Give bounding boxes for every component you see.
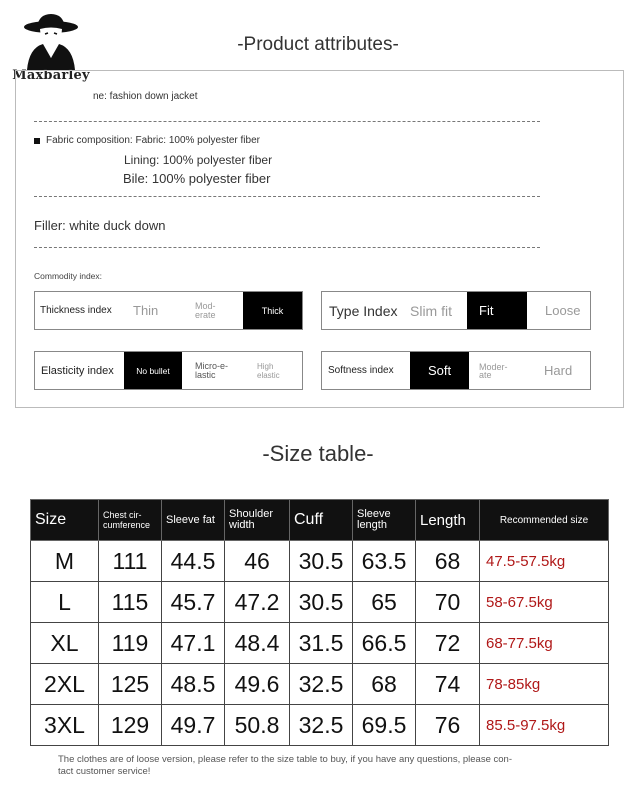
divider: [34, 247, 540, 248]
recommended-size-cell: 47.5-57.5kg: [480, 541, 609, 582]
value-cell: 32.5: [290, 664, 353, 705]
elasticity-index-label: Elasticity index: [41, 364, 114, 377]
option-high-elastic: High elastic: [257, 361, 280, 380]
brand-name: Maxbarley: [12, 68, 90, 83]
size-cell: 3XL: [31, 705, 99, 746]
table-row: [31, 705, 609, 746]
value-cell: 49.7: [162, 705, 225, 746]
size-cell: 2XL: [31, 664, 99, 705]
size-cell: XL: [31, 623, 99, 664]
value-cell: 31.5: [290, 623, 353, 664]
fabric-composition-line: Fabric composition: Fabric: 100% polyester fiber: [46, 135, 260, 146]
column-header: Length: [416, 500, 480, 541]
product-name-line: ne: fashion down jacket: [93, 91, 198, 102]
value-cell: 66.5: [353, 623, 416, 664]
elasticity-index-box: [34, 351, 303, 390]
value-cell: 68: [416, 541, 480, 582]
option-thick-selected: Thick: [243, 292, 302, 329]
value-cell: 46: [225, 541, 290, 582]
value-cell: 69.5: [353, 705, 416, 746]
value-cell: 47.1: [162, 623, 225, 664]
product-attributes-heading: -Product attributes-: [237, 34, 399, 55]
value-cell: 74: [416, 664, 480, 705]
column-header: Size: [31, 500, 99, 541]
softness-index-label: Softness index: [328, 365, 394, 376]
option-thin: Thin: [133, 303, 159, 318]
value-cell: 63.5: [353, 541, 416, 582]
value-cell: 30.5: [290, 541, 353, 582]
value-cell: 47.2: [225, 582, 290, 623]
commodity-index-label: Commodity index:: [34, 271, 103, 281]
recommended-size-cell: 58-67.5kg: [480, 582, 609, 623]
size-cell: L: [31, 582, 99, 623]
type-index-box: [321, 291, 591, 330]
option-micro-elastic: Micro-e- lastic: [195, 360, 228, 380]
table-header-row: [31, 500, 609, 541]
bile-line: Bile: 100% polyester fiber: [123, 171, 271, 186]
value-cell: 111: [99, 541, 162, 582]
bullet-icon: [34, 138, 40, 144]
divider: [34, 121, 540, 122]
column-header: Shoulder width: [225, 500, 290, 541]
size-cell: M: [31, 541, 99, 582]
value-cell: 44.5: [162, 541, 225, 582]
table-row: [31, 541, 609, 582]
value-cell: 125: [99, 664, 162, 705]
column-header: Recommended size: [480, 500, 609, 541]
value-cell: 50.8: [225, 705, 290, 746]
value-cell: 49.6: [225, 664, 290, 705]
value-cell: 45.7: [162, 582, 225, 623]
option-loose: Loose: [545, 303, 581, 318]
column-header: Sleeve fat: [162, 500, 225, 541]
divider: [34, 196, 540, 197]
filler-line: Filler: white duck down: [34, 218, 166, 233]
lining-line: Lining: 100% polyester fiber: [124, 153, 273, 167]
recommended-size-cell: 85.5-97.5kg: [480, 705, 609, 746]
option-moderate: Mod- erate: [195, 300, 216, 320]
value-cell: 48.4: [225, 623, 290, 664]
option-slim-fit: Slim fit: [410, 302, 452, 319]
recommended-size-cell: 78-85kg: [480, 664, 609, 705]
value-cell: 70: [416, 582, 480, 623]
column-header: Chest cir- cumference: [99, 500, 162, 541]
option-fit-selected: Fit: [467, 292, 527, 329]
value-cell: 119: [99, 623, 162, 664]
value-cell: 30.5: [290, 582, 353, 623]
value-cell: 129: [99, 705, 162, 746]
column-header: Cuff: [290, 500, 353, 541]
value-cell: 48.5: [162, 664, 225, 705]
table-row: [31, 623, 609, 664]
recommended-size-cell: 68-77.5kg: [480, 623, 609, 664]
size-table-heading: -Size table-: [262, 441, 374, 466]
column-header: Sleeve length: [353, 500, 416, 541]
value-cell: 72: [416, 623, 480, 664]
value-cell: 115: [99, 582, 162, 623]
option-soft-selected: Soft: [410, 352, 469, 389]
value-cell: 65: [353, 582, 416, 623]
size-table: [30, 499, 609, 746]
value-cell: 76: [416, 705, 480, 746]
thickness-index-label: Thickness index: [40, 305, 112, 316]
value-cell: 68: [353, 664, 416, 705]
type-index-label: Type Index: [329, 302, 398, 319]
softness-index-box: [321, 351, 591, 390]
value-cell: 32.5: [290, 705, 353, 746]
size-note: The clothes are of loose version, please refer to the size table to buy, if you have any questions, please con- tact customer service!: [58, 754, 512, 777]
table-row: [31, 582, 609, 623]
option-moderate: Moder- ate: [479, 361, 508, 380]
option-no-bullet-selected: No bullet: [124, 352, 182, 389]
option-hard: Hard: [544, 363, 573, 378]
thickness-index-box: [34, 291, 303, 330]
table-row: [31, 664, 609, 705]
